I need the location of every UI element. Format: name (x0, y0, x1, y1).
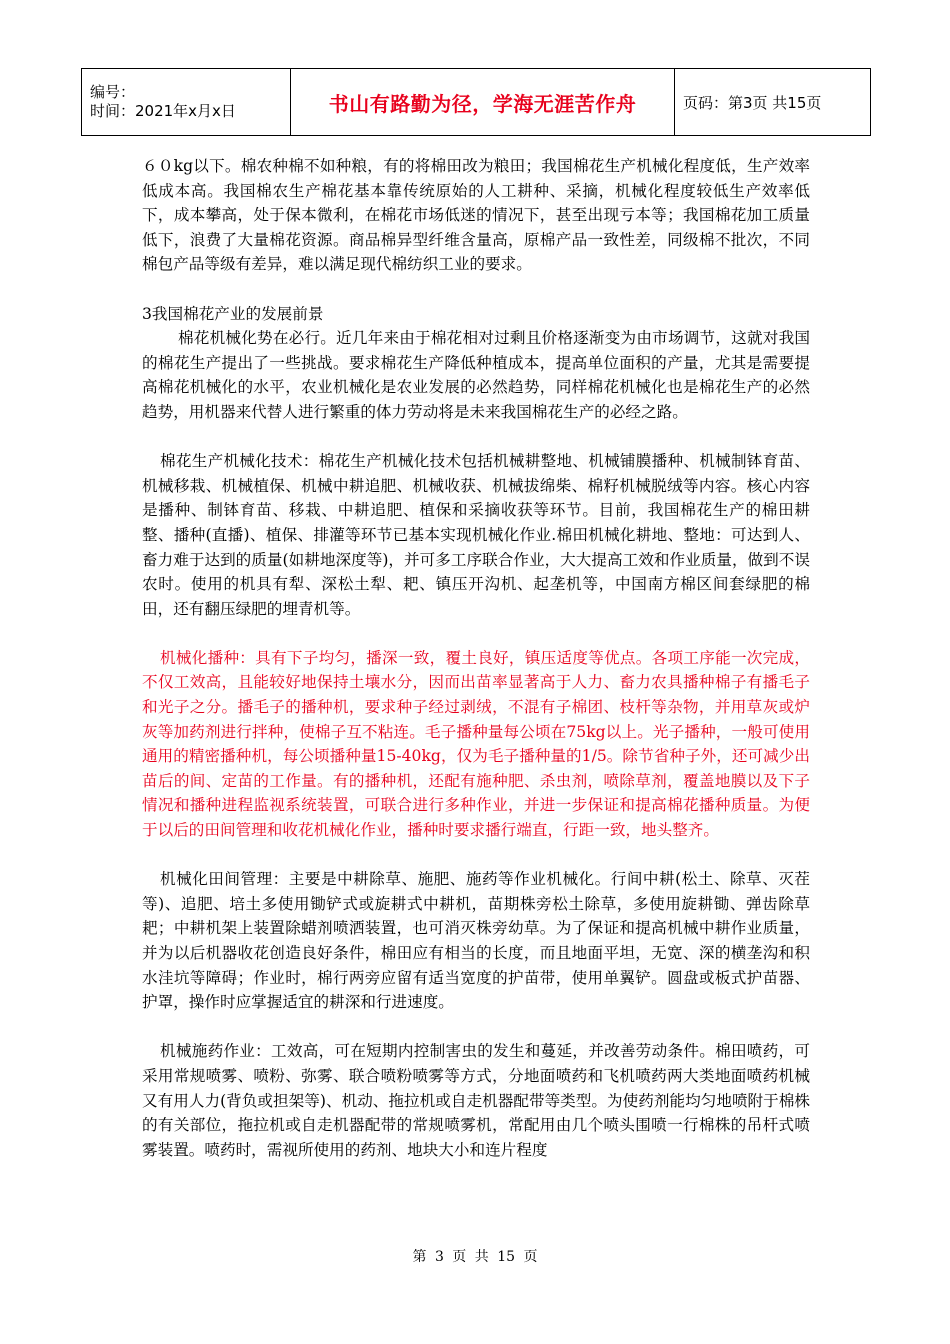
paragraph-6: 机械施药作业：工效高，可在短期内控制害虫的发生和蔓延，并改善劳动条件。棉田喷药，可采用常规喷雾、喷粉、弥雾、联合喷粉喷雾等方式，分地面喷药和飞机喷药两大类地面喷药机械又有用人力(背负或担架等)、机动、拖拉机或自走机器配带等类型。为使药剂能均匀地喷附于棉株的有关部位，拖拉机或自走机器配带的常规喷雾机，常配用由几个喷头围喷一行棉株的吊杆式喷雾装置。喷药时，需视所使用的药剂、地块大小和连片程度 (142, 1042, 810, 1159)
paragraph-5: 机械化田间管理：主要是中耕除草、施肥、施药等作业机械化。行间中耕(松土、除草、灭茬等)、追肥、培土多使用锄铲式或旋耕式中耕机，苗期株旁松土除草，多使用旋耕锄、弹齿除草耙；中耕机架上装置除蜡剂喷洒装置，也可消灭株旁幼草。为了保证和提高机械中耕作业质量，并为以后机器收花创造良好条件，棉田应有相当的长度，而且地面平坦，无宽、深的横垄沟和积水洼坑等障碍；作业时，棉行两旁应留有适当宽度的护苗带，使用单翼铲。圆盘或板式护苗器、护罩，操作时应掌握适宜的耕深和行进速度。 (142, 870, 810, 1012)
time-label: 时间：2021年x月x日 (90, 102, 236, 120)
paragraph-2: 棉花机械化势在必行。近几年来由于棉花相对过剩且价格逐渐变为由市场调节，这就对我国的棉花生产提出了一些挑战。要求棉花生产降低种植成本，提高单位面积的产量，尤其是需要提高棉花机械化的水平，农业机械化是农业发展的必然趋势，同样棉花机械化也是棉花生产的必然趋势，用机器来代替人进行繁重的体力劳动将是未来我国棉花生产的必经之路。 (142, 329, 810, 421)
header-page-label: 页码：第3页 共15页 (675, 69, 871, 136)
section-heading-3: 3我国棉花产业的发展前景 (142, 304, 324, 323)
number-label: 编号： (90, 83, 136, 101)
page-footer: 第 3 页 共 15 页 (412, 1249, 538, 1265)
paragraph-3: 棉花生产机械化技术：棉花生产机械化技术包括机械耕整地、机械铺膜播种、机械制钵育苗、机械移栽、机械植保、机械中耕追肥、机械收获、机械拔绵柴、棉籽机械脱绒等内容。核心内容是播种、制钵育苗、移栽、中耕追肥、植保和采摘收获等环节。目前，我国棉花生产的棉田耕整、播种(直播)、植保、排灌等环节已基本实现机械化作业.棉田机械化耕地、整地：可达到人、畜力难于达到的质量(如耕地深度等)，并可多工序联合作业，大大提高工效和作业质量，做到不误农时。使用的机具有犁、深松土犁、耙、镇压开沟机、起垄机等，中国南方棉区间套绿肥的棉田，还有翻压绿肥的埋青机等。 (142, 452, 810, 618)
document-body (142, 154, 810, 1162)
paragraph-4-highlighted: 机械化播种：具有下子均匀，播深一致，覆土良好，镇压适度等优点。各项工序能一次完成，不仅工效高，且能较好地保持土壤水分，因而出苗率显著高于人力、畜力农具播种棉子有播毛子和光子之分。播毛子的播种机，要求种子经过剥绒，不混有子棉团、枝杆等杂物，并用草灰或炉灰等加药剂进行拌种，使棉子互不粘连。毛子播种量每公顷在75kg以上。光子播种，一般可使用通用的精密播种机，每公顷播种量15-40kg，仅为毛子播种量的1/5。除节省种子外，还可减少出苗后的间、定苗的工作量。有的播种机，还配有施种肥、杀虫剂，喷除草剂，覆盖地膜以及下子情况和播种进程监视系统装置，可联合进行多种作业，并进一步保证和提高棉花播种质量。为便于以后的田间管理和收花机械化作业，播种时要求播行端直，行距一致，地头整齐。 (142, 648, 810, 840)
header-meta (82, 69, 291, 136)
page-header (81, 68, 871, 136)
paragraph-1: ６０kg以下。棉农种棉不如种粮，有的将棉田改为粮田；我国棉花生产机械化程度低，生产效率低成本高。我国棉农生产棉花基本靠传统原始的人工耕种、采摘，机械化程度较低生产效率低下，成本攀高，处于保本微利，在棉花市场低迷的情况下，甚至出现亏本等；我国棉花加工质量低下，浪费了大量棉花资源。商品棉异型纤维含量高，原棉产品一致性差，同级棉不批次，不同棉包产品等级有差异，难以满足现代棉纺织工业的要求。 (142, 157, 810, 274)
header-motto: 书山有路勤为径，学海无涯苦作舟 (291, 69, 675, 136)
